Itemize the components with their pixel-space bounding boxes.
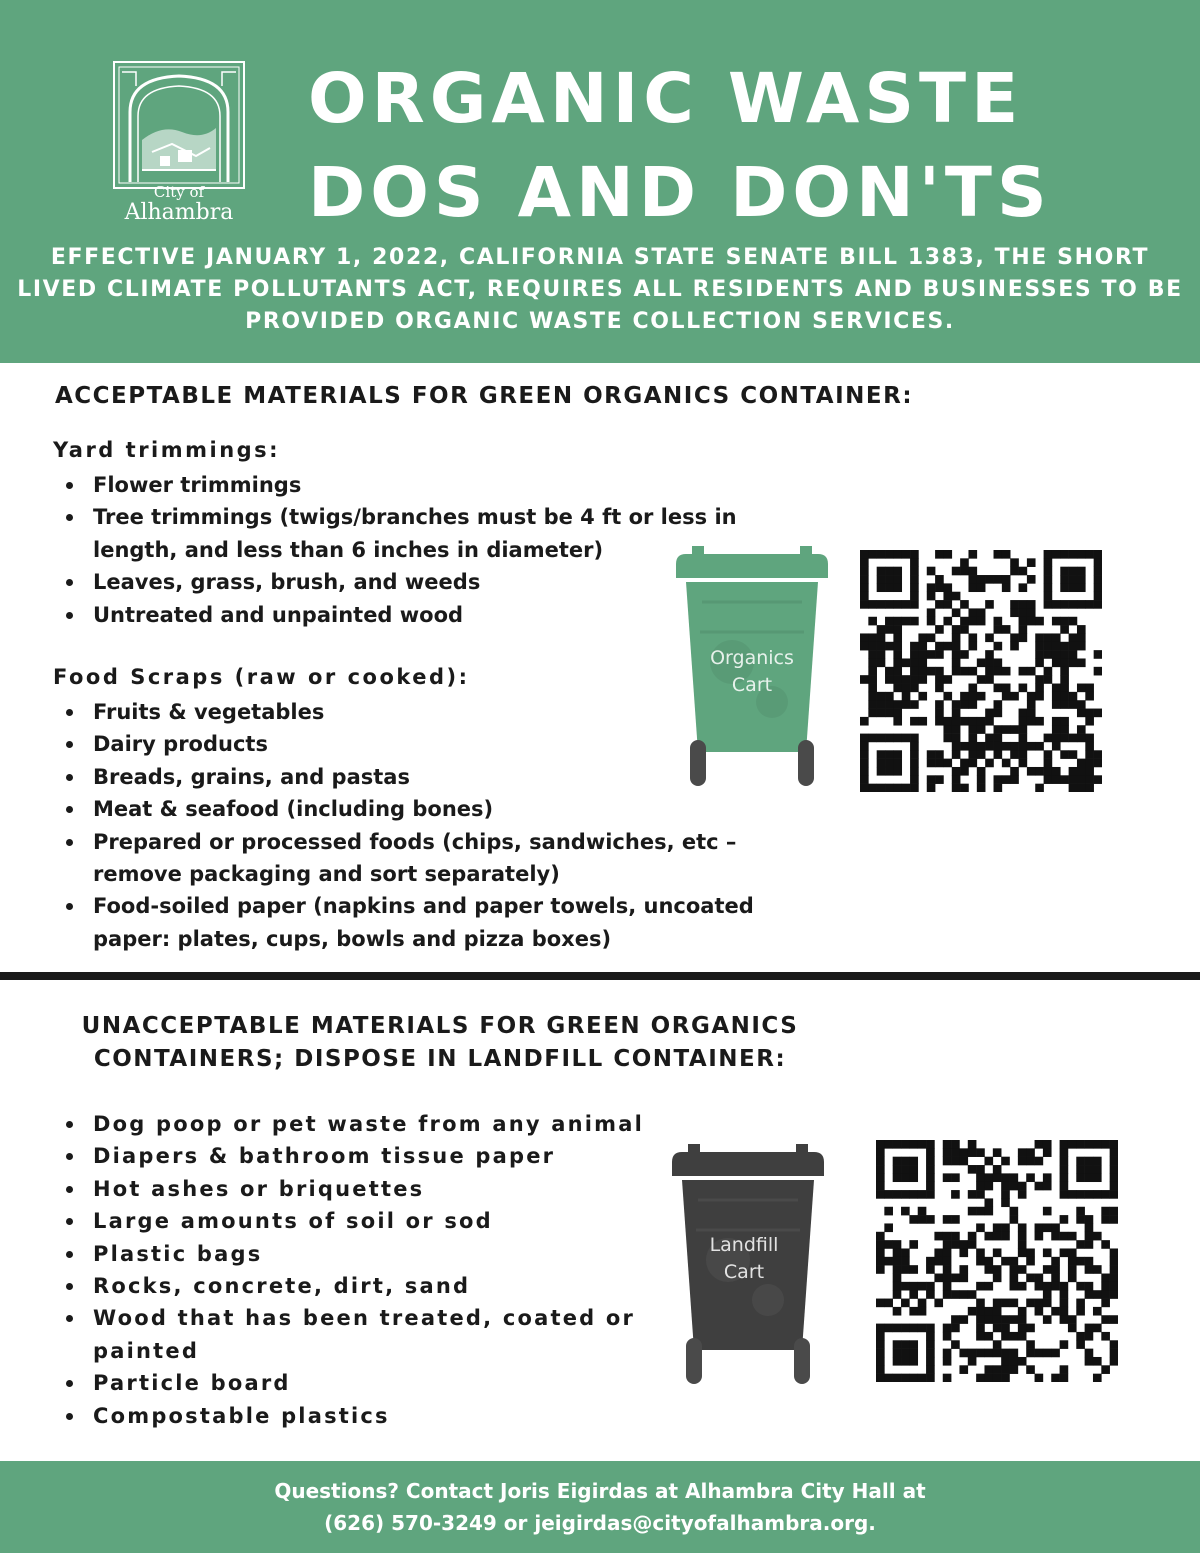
food-scraps-label: Food Scraps (raw or cooked): [53,665,470,689]
section-divider [0,972,1200,980]
unacceptable-heading: UNACCEPTABLE MATERIALS FOR GREEN ORGANICS CONTAINERS; DISPOSE IN LANDFILL CONTAINER: [81,1013,799,1072]
qr-code-icon[interactable] [876,1140,1118,1382]
page-title [308,52,1188,240]
archway-icon [112,60,246,190]
list-item: Dog poop or pet waste from any animal [63,1108,663,1140]
subtitle: EFFECTIVE JANUARY 1, 2022, CALIFORNIA STATE SENATE BILL 1383, THE SHORT LIVED CLIMATE POLLUTANTS ACT, REQUIRES ALL RESIDENTS AND BUSINESSES TO BE PROVIDED ORGANIC WASTE COLLECTION SERVICES. [17,245,1183,334]
qr-code-icon[interactable] [860,550,1102,792]
list-item: Compostable plastics [63,1400,663,1432]
landfill-cart-image [668,1140,828,1390]
list-item: Food-soiled paper (napkins and paper towels, uncoated paper: plates, cups, bowls and pizza boxes) [63,890,763,955]
list-item: Fruits & vegetables [63,696,763,728]
footer-line-1: Questions? Contact Joris Eigirdas at Alhambra City Hall at [274,1479,926,1503]
landfill-cart-label: Landfill Cart [709,1234,779,1283]
list-item: Untreated and unpainted wood [63,599,763,631]
list-item: Dairy products [63,728,763,760]
list-item: Hot ashes or briquettes [63,1173,663,1205]
list-item: Large amounts of soil or sod [63,1205,663,1237]
food-scraps-list [63,696,763,955]
list-item: Particle board [63,1367,663,1399]
title-line-1: ORGANIC WASTE [308,59,1024,139]
list-item: Plastic bags [63,1238,663,1270]
title-line-2: DOS AND DON'TS [308,153,1052,233]
list-item: Prepared or processed foods (chips, sandwiches, etc – remove packaging and sort separately) [63,826,763,891]
acceptable-heading: ACCEPTABLE MATERIALS FOR GREEN ORGANICS CONTAINER: [55,383,914,409]
list-item: Leaves, grass, brush, and weeds [63,566,763,598]
list-item: Tree trimmings (twigs/branches must be 4 ft or less in length, and less than 6 inches in diameter) [63,501,763,566]
list-item: Breads, grains, and pastas [63,761,763,793]
yard-trimmings-list [63,469,763,631]
footer-contact[interactable]: (626) 570-3249 or jeigirdas@cityofalhambra.org. [324,1511,876,1535]
footer-banner [0,1461,1200,1553]
logo-city-of: City of [153,183,205,201]
yard-trimmings-label: Yard trimmings: [53,438,281,462]
unacceptable-list [63,1108,663,1432]
organics-cart-label: Organics Cart [710,647,794,696]
list-item: Flower trimmings [63,469,763,501]
list-item: Diapers & bathroom tissue paper [63,1140,663,1172]
logo-alhambra: Alhambra [124,200,234,225]
list-item: Rocks, concrete, dirt, sand [63,1270,663,1302]
list-item: Meat & seafood (including bones) [63,793,763,825]
city-logo [112,60,246,228]
header-banner [0,0,1200,363]
list-item: Wood that has been treated, coated or painted [63,1302,663,1367]
organics-cart-image [672,542,832,792]
